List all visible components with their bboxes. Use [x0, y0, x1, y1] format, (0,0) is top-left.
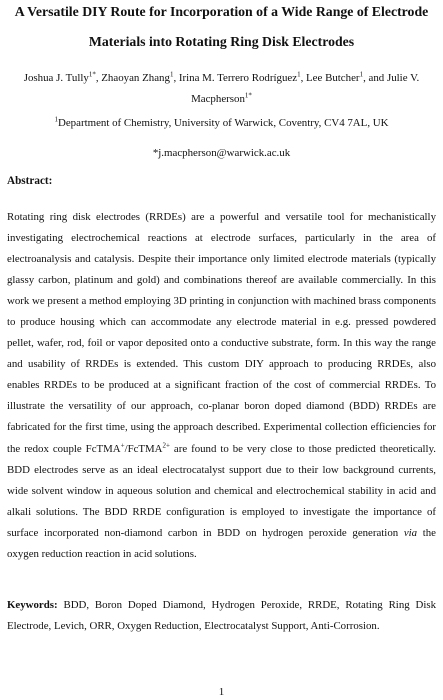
paper-title-line-1: A Versatile DIY Route for Incorporation of a Wide Range of Electrode: [14, 4, 429, 19]
affiliation-text: Department of Chemistry, University of Warwick, Coventry, CV4 7AL, UK: [57, 117, 389, 129]
author-affiliation-mark: 1: [359, 70, 364, 79]
author-affiliation-mark: 1: [297, 70, 301, 79]
author-separator: , and: [363, 72, 387, 84]
abstract-text: Rotating ring disk electrodes (RRDEs) are a powerful and versatile tool for mechanistically investigating electrochemical reactions at electrode surfaces, particularly in the area of electroanalysis and catalysis. Despite their importance only limited electrode materials (typically glassy carbon, platinum and gold) and combinations thereof are available commercially. In this work we present a method employing 3D printing in conjunction with machined brass components to produce housing which can accommodate any electrode material in e.g. pressed powdered pellet, wafer, rod, foil or vapor deposited onto a conductive substrate, form. In this way the range and usability of RRDEs is extended. This custom DIY approach to producing RRDEs, also enables RRDEs to be produced at a significant fraction of the cost of commercial RRDEs. To illustrate the versatility of our approach, co-planar boron doped diamond (BDD) RRDEs are fabricated for the first time, using the approach described. Experimental collection efficiencies for the redox couple FcTMA: [7, 211, 436, 455]
author-name: Joshua J. Tully: [23, 72, 89, 84]
paper-title-line-2: Materials into Rotating Ring Disk Electrodes: [88, 34, 355, 49]
abstract-heading: Abstract:: [7, 175, 53, 187]
author-separator: ,: [300, 72, 307, 84]
page-number: 1: [218, 686, 225, 698]
abstract-body: [7, 207, 436, 565]
author-name: Zhaoyan Zhang: [101, 72, 170, 84]
charge-superscript: +: [120, 440, 125, 449]
keywords: [7, 595, 436, 637]
abstract-italic-text: via: [403, 526, 418, 539]
corresponding-email: *j.macpherson@warwick.ac.uk: [152, 147, 291, 159]
author-separator: ,: [95, 72, 102, 84]
author-affiliation-mark: 1*: [88, 70, 96, 79]
author-name: Irina M. Terrero Rodríguez: [178, 72, 298, 84]
author-affiliation-mark: 1: [169, 70, 174, 79]
abstract-text: are found to be very close to those predicted theoretically. BDD electrodes serve as an ideal electrocatalyst support due to their low background currents, wide solvent window in aqueous solution and chemical and electrochemical stability in acid and alkali solutions. The BDD RRDE configuration is employed to investigate the importance of surface incorporated non-diamond carbon in BDD on hydrogen peroxide generation: [7, 442, 436, 539]
abstract-text: the oxygen reduction reaction in acid solutions.: [7, 526, 436, 560]
author-name: Julie V. Macpherson: [191, 72, 420, 105]
abstract-text: /FcTMA: [124, 442, 163, 455]
author-list: [18, 68, 425, 110]
keywords-label: Keywords:: [7, 599, 58, 611]
keywords-text: BDD, Boron Doped Diamond, Hydrogen Peroxide, RRDE, Rotating Ring Disk Electrode, Levich, ORR, Oxygen Reduction, Electrocatalyst Support, Anti-Corrosion.: [7, 599, 436, 632]
author-affiliation-mark: 1*: [244, 91, 252, 100]
author-separator: ,: [173, 72, 179, 84]
affiliation-mark: 1: [54, 115, 58, 124]
affiliation: [0, 117, 443, 129]
charge-superscript: 2+: [162, 440, 170, 449]
author-name: Lee Butcher: [306, 72, 360, 84]
